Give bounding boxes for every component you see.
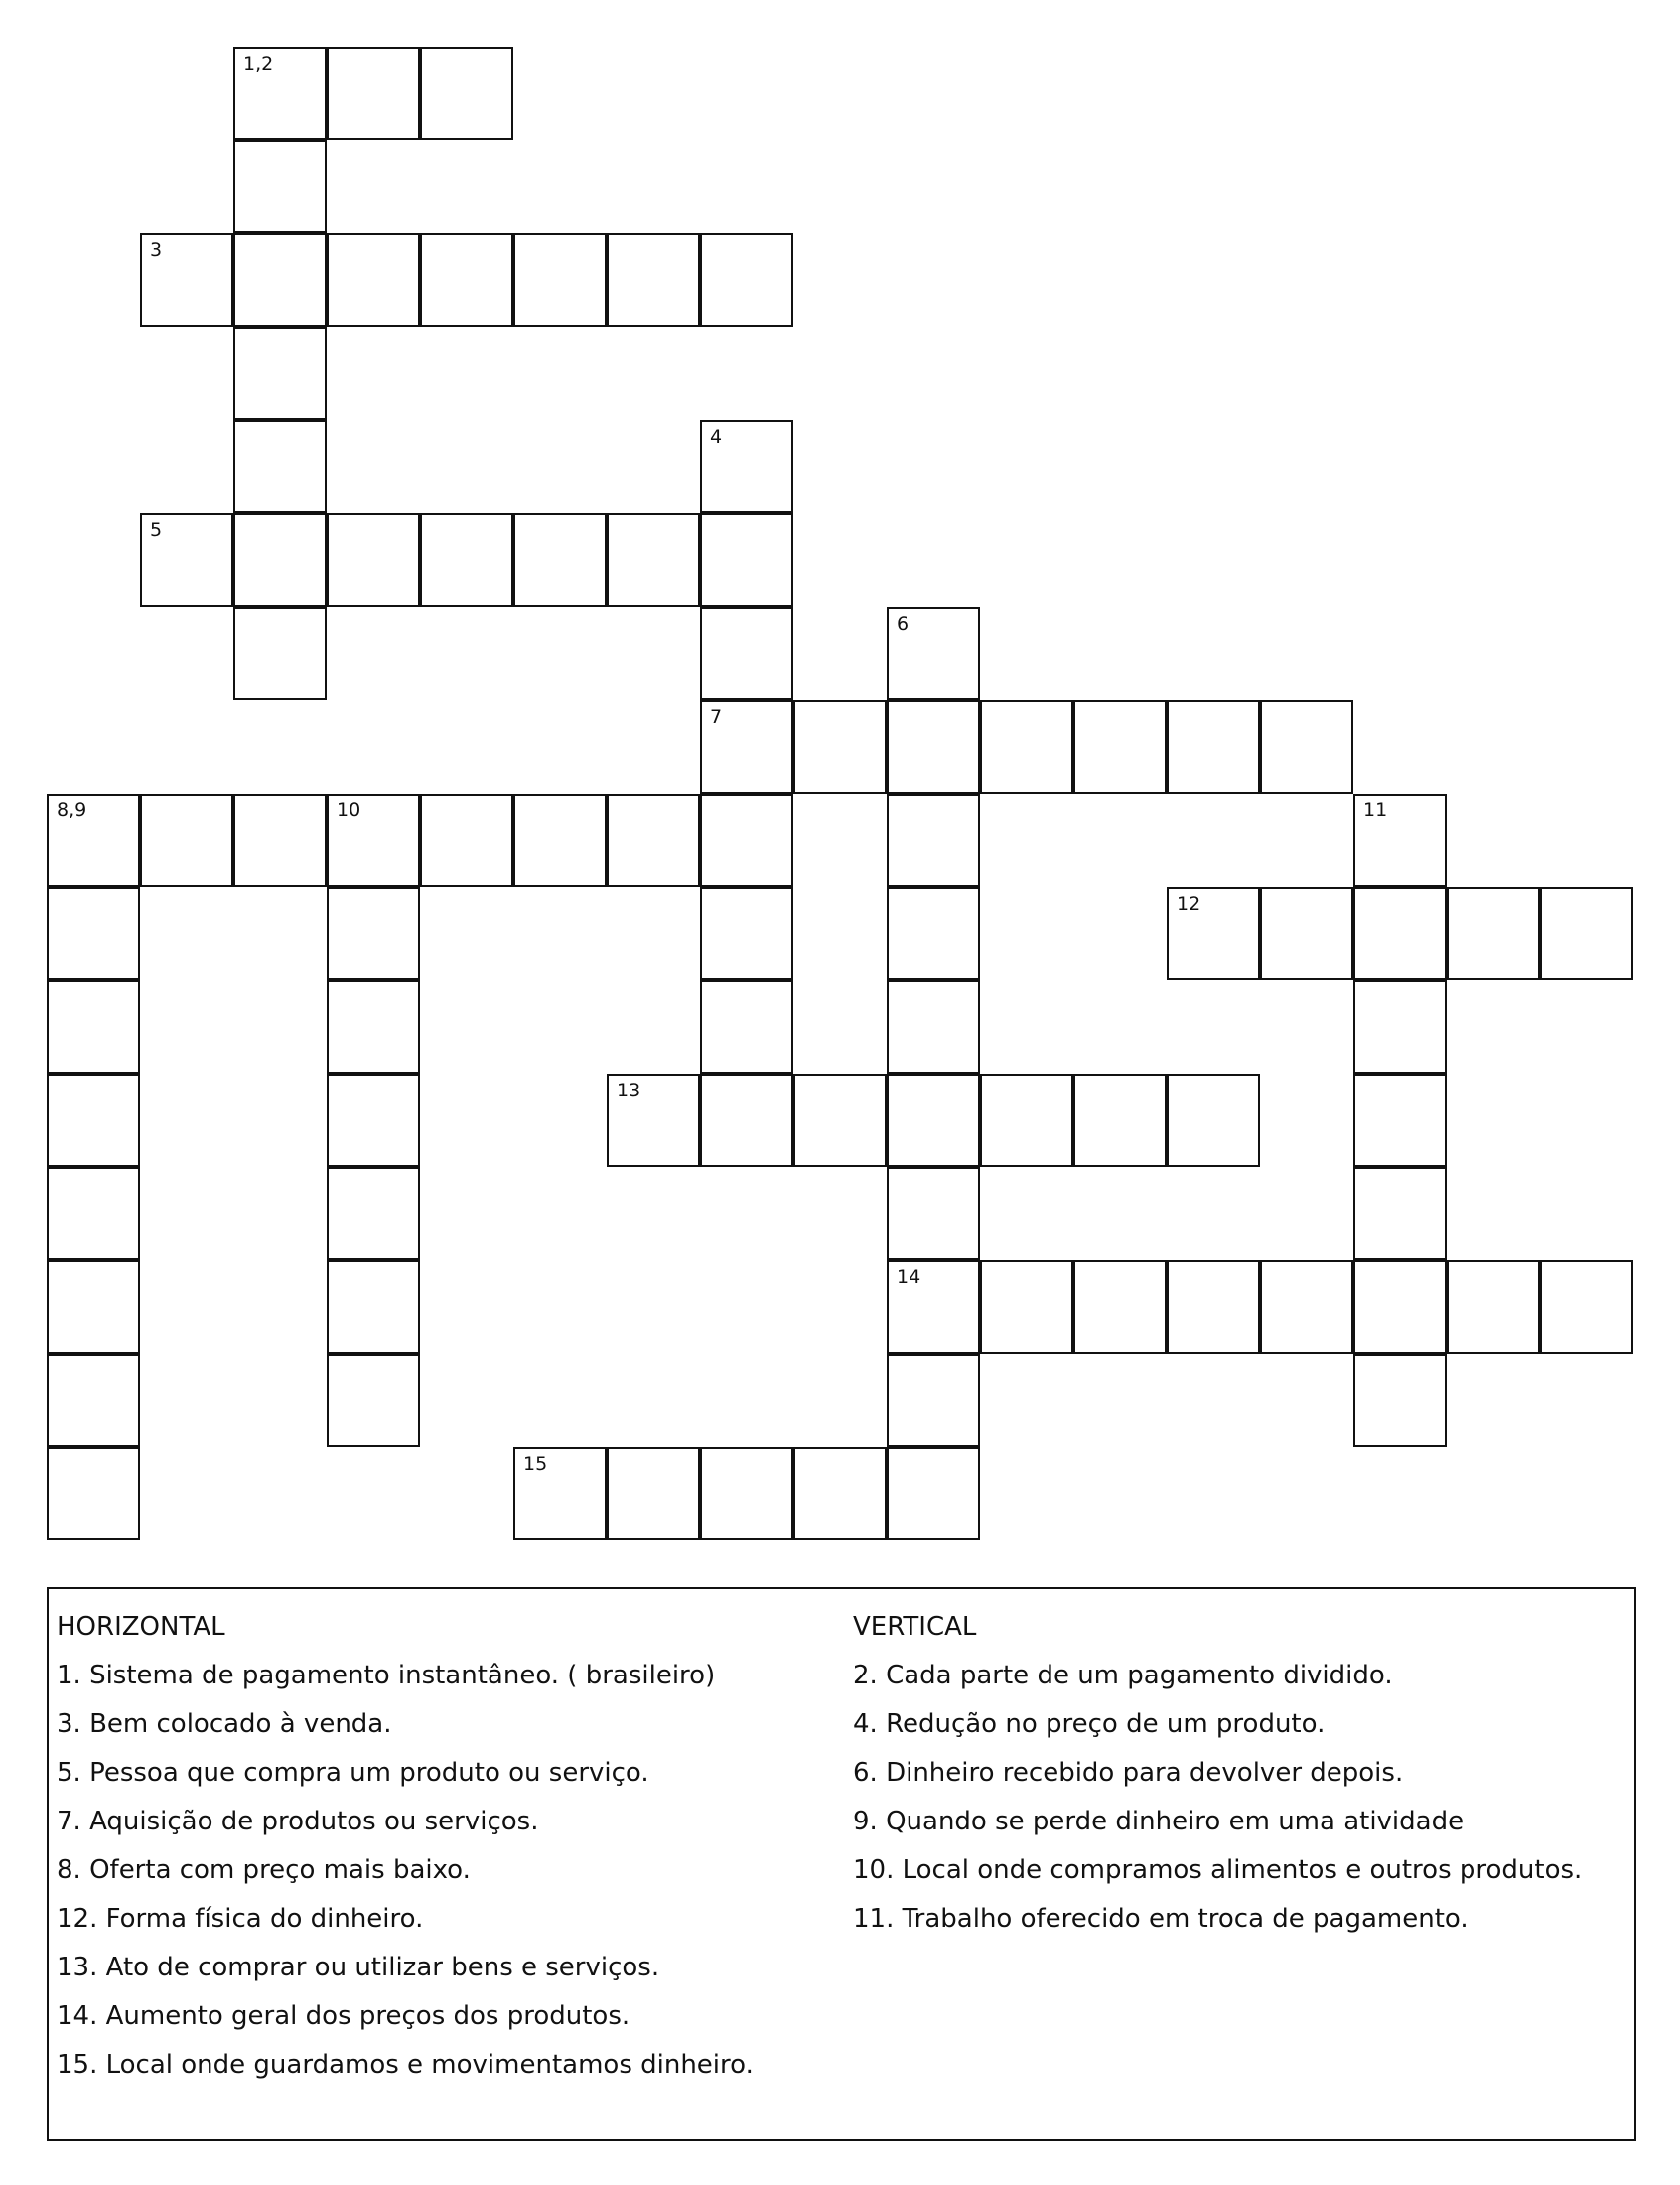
horizontal-heading: HORIZONTAL — [57, 1612, 225, 1642]
crossword-cell[interactable] — [233, 607, 327, 700]
clue-horizontal-8: 8. Oferta com preço mais baixo. — [57, 1855, 471, 1885]
crossword-cell[interactable] — [1167, 1074, 1260, 1167]
crossword-cell[interactable] — [1073, 700, 1167, 794]
crossword-cell[interactable] — [1167, 1260, 1260, 1354]
crossword-cell[interactable] — [607, 233, 700, 327]
crossword-cell[interactable] — [700, 887, 793, 980]
clue-horizontal-15: 15. Local onde guardamos e movimentamos dinheiro. — [57, 2050, 754, 2080]
crossword-cell[interactable] — [887, 1074, 980, 1167]
crossword-cell[interactable] — [887, 887, 980, 980]
clue-number: 1,2 — [243, 53, 274, 74]
crossword-cell[interactable] — [1073, 1074, 1167, 1167]
crossword-cell[interactable] — [513, 1447, 607, 1540]
crossword-cell[interactable] — [887, 1354, 980, 1447]
crossword-cell[interactable] — [607, 794, 700, 887]
crossword-cell[interactable] — [700, 794, 793, 887]
clue-number: 5 — [150, 519, 163, 541]
crossword-cell[interactable] — [233, 420, 327, 513]
crossword-cell[interactable] — [327, 1354, 420, 1447]
crossword-cell[interactable] — [887, 1447, 980, 1540]
crossword-cell[interactable] — [47, 794, 140, 887]
vertical-clues — [853, 1603, 1582, 1944]
clue-vertical-9: 9. Quando se perde dinheiro em uma atividade — [853, 1807, 1465, 1836]
clue-box — [47, 1587, 1636, 2141]
crossword-cell[interactable] — [233, 47, 327, 140]
crossword-cell[interactable] — [793, 1074, 887, 1167]
crossword-cell[interactable] — [420, 47, 513, 140]
crossword-cell[interactable] — [420, 794, 513, 887]
clue-number: 13 — [617, 1080, 641, 1101]
clue-horizontal-7: 7. Aquisição de produtos ou serviços. — [57, 1807, 539, 1836]
crossword-cell[interactable] — [607, 1447, 700, 1540]
crossword-cell[interactable] — [47, 980, 140, 1074]
clue-number: 4 — [710, 426, 723, 448]
crossword-cell[interactable] — [887, 1167, 980, 1260]
clue-number: 11 — [1363, 800, 1388, 821]
clue-horizontal-1: 1. Sistema de pagamento instantâneo. ( brasileiro) — [57, 1661, 716, 1690]
crossword-cell[interactable] — [1353, 980, 1447, 1074]
crossword-cell[interactable] — [327, 1167, 420, 1260]
crossword-cell[interactable] — [1540, 887, 1633, 980]
crossword-cell[interactable] — [1260, 1260, 1353, 1354]
crossword-cell[interactable] — [700, 1074, 793, 1167]
clue-vertical-4: 4. Redução no preço de um produto. — [853, 1709, 1326, 1739]
crossword-cell[interactable] — [1447, 1260, 1540, 1354]
crossword-cell[interactable] — [1353, 1354, 1447, 1447]
clue-horizontal-5: 5. Pessoa que compra um produto ou serviço. — [57, 1758, 649, 1788]
horizontal-clues — [57, 1603, 754, 2090]
crossword-cell[interactable] — [513, 233, 607, 327]
clue-number: 8,9 — [57, 800, 87, 821]
crossword-cell[interactable] — [327, 887, 420, 980]
crossword-cell[interactable] — [327, 794, 420, 887]
crossword-cell[interactable] — [980, 1260, 1073, 1354]
clue-horizontal-3: 3. Bem colocado à venda. — [57, 1709, 392, 1739]
crossword-cell[interactable] — [1260, 887, 1353, 980]
crossword-cell[interactable] — [980, 700, 1073, 794]
crossword-cell[interactable] — [1353, 1074, 1447, 1167]
crossword-cell[interactable] — [327, 47, 420, 140]
crossword-cell[interactable] — [327, 980, 420, 1074]
crossword-cell[interactable] — [47, 1167, 140, 1260]
crossword-cell[interactable] — [233, 513, 327, 607]
clue-number: 14 — [897, 1266, 921, 1288]
clue-horizontal-12: 12. Forma física do dinheiro. — [57, 1904, 424, 1934]
crossword-cell[interactable] — [140, 794, 233, 887]
crossword-cell[interactable] — [47, 887, 140, 980]
crossword-cell[interactable] — [420, 513, 513, 607]
clue-vertical-11: 11. Trabalho oferecido em troca de pagamento. — [853, 1904, 1469, 1934]
crossword-cell[interactable] — [1447, 887, 1540, 980]
crossword-cell[interactable] — [327, 1074, 420, 1167]
crossword-cell[interactable] — [47, 1447, 140, 1540]
clue-number: 7 — [710, 706, 723, 728]
clue-vertical-6: 6. Dinheiro recebido para devolver depois. — [853, 1758, 1404, 1788]
crossword-cell[interactable] — [47, 1074, 140, 1167]
crossword-cell[interactable] — [700, 1447, 793, 1540]
crossword-cell[interactable] — [980, 1074, 1073, 1167]
crossword-cell[interactable] — [793, 700, 887, 794]
crossword-cell[interactable] — [607, 1074, 700, 1167]
crossword-cell[interactable] — [233, 140, 327, 233]
crossword-cell[interactable] — [700, 420, 793, 513]
clue-vertical-2: 2. Cada parte de um pagamento dividido. — [853, 1661, 1393, 1690]
crossword-cell[interactable] — [887, 1260, 980, 1354]
crossword-cell[interactable] — [1260, 700, 1353, 794]
crossword-cell[interactable] — [1353, 1167, 1447, 1260]
crossword-cell[interactable] — [1167, 700, 1260, 794]
crossword-cell[interactable] — [233, 327, 327, 420]
crossword-cell[interactable] — [700, 233, 793, 327]
crossword-cell[interactable] — [700, 607, 793, 700]
clue-number: 6 — [897, 613, 910, 635]
crossword-cell[interactable] — [700, 700, 793, 794]
clue-number: 12 — [1177, 893, 1201, 915]
crossword-cell[interactable] — [47, 1354, 140, 1447]
crossword-cell[interactable] — [700, 513, 793, 607]
clue-horizontal-14: 14. Aumento geral dos preços dos produtos. — [57, 2001, 630, 2031]
clue-number: 3 — [150, 239, 163, 261]
crossword-cell[interactable] — [1353, 794, 1447, 887]
crossword-cell[interactable] — [1167, 887, 1260, 980]
crossword-cell[interactable] — [140, 233, 233, 327]
crossword-cell[interactable] — [327, 1260, 420, 1354]
crossword-cell[interactable] — [1353, 1260, 1447, 1354]
crossword-cell[interactable] — [887, 700, 980, 794]
crossword-cell[interactable] — [513, 513, 607, 607]
clue-number: 15 — [523, 1453, 548, 1475]
crossword-cell[interactable] — [1353, 887, 1447, 980]
crossword-cell[interactable] — [887, 607, 980, 700]
crossword-cell[interactable] — [47, 1260, 140, 1354]
crossword-cell[interactable] — [140, 513, 233, 607]
crossword-cell[interactable] — [793, 1447, 887, 1540]
crossword-cell[interactable] — [233, 794, 327, 887]
crossword-cell[interactable] — [420, 233, 513, 327]
crossword-cell[interactable] — [327, 513, 420, 607]
crossword-cell[interactable] — [513, 794, 607, 887]
crossword-cell[interactable] — [1073, 1260, 1167, 1354]
crossword-cell[interactable] — [700, 980, 793, 1074]
clue-vertical-10: 10. Local onde compramos alimentos e outros produtos. — [853, 1855, 1583, 1885]
crossword-cell[interactable] — [327, 233, 420, 327]
clue-horizontal-13: 13. Ato de comprar ou utilizar bens e serviços. — [57, 1953, 660, 1982]
crossword-cell[interactable] — [887, 794, 980, 887]
clue-number: 10 — [337, 800, 361, 821]
crossword-cell[interactable] — [887, 980, 980, 1074]
vertical-heading: VERTICAL — [853, 1612, 977, 1642]
crossword-cell[interactable] — [233, 233, 327, 327]
crossword-cell[interactable] — [1540, 1260, 1633, 1354]
crossword-cell[interactable] — [607, 513, 700, 607]
